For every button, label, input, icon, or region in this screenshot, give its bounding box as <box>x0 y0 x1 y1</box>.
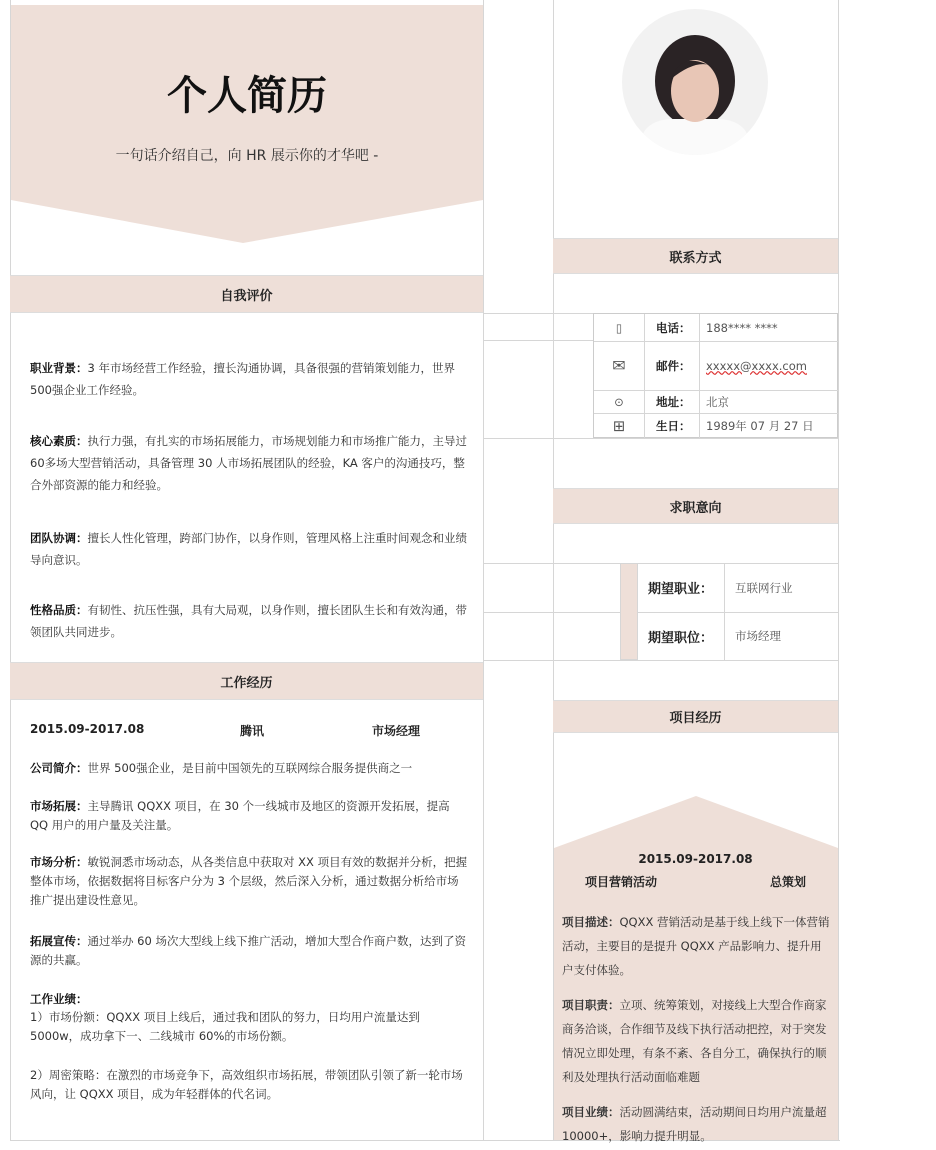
work-company: 腾讯 <box>240 724 265 738</box>
work-item: 市场分析：敏锐洞悉市场动态，从各类信息中获取对 XX 项目有效的数据并分析，把握整体市场，依据数据将目标客户分为 3 个层级，然后深入分析，通过数据分析给市场推广提出建设性意见。 <box>30 855 468 907</box>
self-eval-item: 团队协调：擅长人性化管理，跨部门协作，以身作则，管理风格上注重时间观念和业绩导向意识。 <box>30 531 467 567</box>
intent-accent-bar <box>620 563 638 660</box>
mail-icon: ✉ <box>612 356 626 375</box>
work-position: 市场经理 <box>372 724 421 738</box>
gift-icon: ⊞ <box>612 417 626 435</box>
project-item: 项目描述：QQXX 营销活动是基于线上线下一体营销活动，主要目的是提升 QQXX 产品影响力、提升用户支付体验。 <box>562 915 830 977</box>
project-role: 总策划 <box>770 875 807 889</box>
birthday-value: 1989年 07 月 27 日 <box>706 419 814 433</box>
portrait-photo <box>622 9 768 155</box>
project-item: 项目业绩：活动圆满结束，活动期间日均用户流量超 10000+，影响力提升明显。 <box>562 1105 827 1143</box>
intent-value: 市场经理 <box>735 629 781 643</box>
section-intent: 求职意向 <box>553 488 838 524</box>
contact-label: 地址： <box>656 394 691 409</box>
self-eval-item: 性格品质：有韧性、抗压性强，具有大局观，以身作则，擅长团队生长和有效沟通，带领团队共同进步。 <box>30 603 467 639</box>
work-item: 公司简介：世界 500强企业，是目前中国领先的互联网综合服务提供商之一 <box>30 761 413 775</box>
avatar <box>622 9 768 155</box>
contact-label: 生日： <box>656 419 691 433</box>
achievements-label: 工作业绩： <box>30 992 88 1006</box>
intent-label: 期望职位： <box>648 630 714 646</box>
section-work: 工作经历 <box>10 662 483 700</box>
header-banner <box>11 5 483 245</box>
page-title: 个人简历 <box>167 73 327 119</box>
section-self-eval: 自我评价 <box>10 275 483 313</box>
banner-chevron-shape <box>11 5 483 245</box>
work-item: 拓展宣传：通过举办 60 场次大型线上线下推广活动，增加大型合作商户数，达到了资源的共赢。 <box>30 934 466 967</box>
self-eval-item: 核心素质：执行力强，有扎实的市场拓展能力，市场规划能力和市场推广能力，主导过 60多场大型营销活动，具备管理 30 人市场拓展团队的经验，KA 客户的沟通技巧，整合外部资源的能力和经验。 <box>30 434 467 492</box>
intent-value: 互联网行业 <box>735 580 793 595</box>
project-period: 2015.09-2017.08 <box>638 852 753 866</box>
achievement-item: 2）周密策略：在激烈的市场竞争下，高效组织市场拓展，带领团队引领了新一轮市场风向，让 QQXX 项目，成为年轻群体的代名词。 <box>30 1068 463 1101</box>
tagline: 一句话介绍自己，向 HR 展示你的才华吧 - <box>115 148 379 164</box>
section-contact: 联系方式 <box>553 238 838 274</box>
location-icon: ⊙ <box>614 394 624 409</box>
work-item: 市场拓展：主导腾讯 QQXX 项目，在 30 个一线城市及地区的资源开发拓展，提高 QQ 用户的用户量及关注量。 <box>30 799 450 832</box>
phone-value: 188**** **** <box>706 320 778 335</box>
intent-label: 期望职业： <box>648 582 714 597</box>
email-value: xxxxx@xxxx.com <box>706 358 807 373</box>
contact-table <box>593 313 838 438</box>
section-project: 项目经历 <box>553 700 838 733</box>
project-name: 项目营销活动 <box>585 875 658 889</box>
work-period: 2015.09-2017.08 <box>30 722 145 736</box>
achievement-item: 1）市场份额：QQXX 项目上线后，通过我和团队的努力，日均用户流量达到 5000w，成功拿下一、二线城市 60%的市场份额。 <box>30 1010 420 1043</box>
contact-label: 邮件： <box>656 358 691 373</box>
contact-label: 电话： <box>656 320 691 335</box>
self-eval-item: 职业背景：3 年市场经营工作经验，擅长沟通协调，具备很强的营销策划能力，世界 500强企业工作经验。 <box>30 361 455 397</box>
address-value: 北京 <box>706 394 729 409</box>
phone-icon: ▯ <box>615 320 623 335</box>
project-item: 项目职责：立项、统筹策划，对接线上大型合作商家商务洽谈，合作细节及线下执行活动把控，对于突发情况立即处理，有条不紊、各自分工，确保执行的顺利及处理执行活动面临难题 <box>562 998 827 1084</box>
